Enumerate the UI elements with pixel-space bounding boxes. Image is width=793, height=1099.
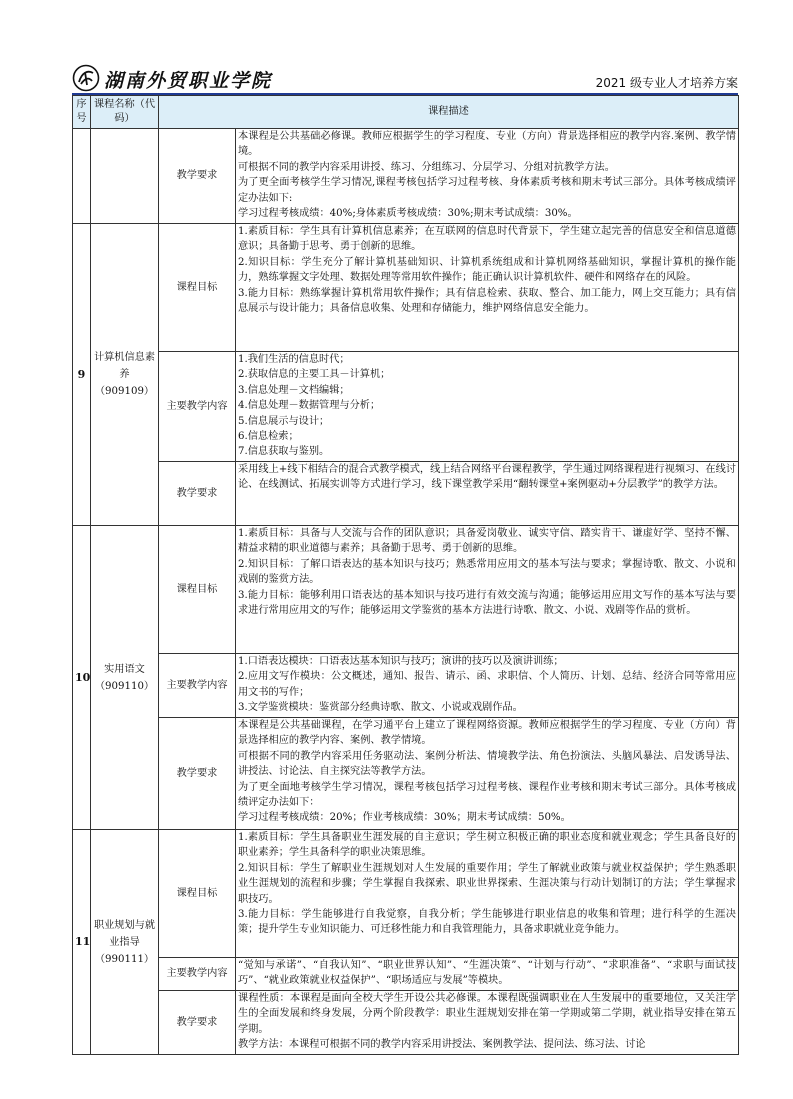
course-code: （909109） [94, 386, 155, 397]
section-content [236, 352, 739, 462]
row-number: 9 [73, 224, 91, 526]
course-name [91, 129, 159, 224]
text-line: 1.素质目标：具备与人交流与合作的团队意识；具备爱岗敬业、诚实守信、踏实肯干、谦虚好学、坚持不懈、精益求精的职业道德与素养；具备勤于思考、勇于创新的思维。 [238, 528, 736, 555]
text-line: 2.知识目标：了解口语表达的基本知识与技巧；熟悉常用应用文的基本写法与要求；掌握诗歌、散文、小说和戏剧的鉴赏方法。 [238, 558, 736, 586]
section-label: 教学要求 [159, 718, 236, 830]
text-line: 可根据不同的教学内容采用讲授、练习、分组练习、分层学习、分组对抗教学方法。 [238, 161, 615, 173]
plan-title: 2021 级专业人才培养方案 [595, 76, 738, 90]
section-content [236, 718, 739, 830]
text-line: 7.信息获取与鉴别。 [238, 446, 330, 458]
course-table [72, 95, 739, 1055]
text-line: 3.信息处理－文档编辑； [238, 384, 350, 396]
text-line: 2.知识目标：学生充分了解计算机基础知识、计算机系统组成和计算机网络基础知识，掌握计算机的操作能力，熟练掌握文字处理、数据处理等常用软件操作；能正确认识计算机软件、硬件和网络存在的风险。 [238, 256, 736, 284]
text-line: 本课程是公共基础必修课。教师应根据学生的学习程度、专业（方向）背景选择相应的教学内容.案例、教学情境。 [238, 131, 736, 158]
text-line: 1.口语表达模块：口语表达基本知识与技巧；演讲的技巧以及演讲训练； [238, 656, 564, 667]
course-title: 实用语文 [104, 663, 145, 675]
row-number: 10 [73, 526, 91, 830]
school-logo-icon [72, 64, 100, 92]
row-number: 11 [73, 830, 91, 1055]
text-line: 5.信息展示与设计； [238, 415, 330, 427]
text-line: 2.应用文写作模块：公文概述，通知、报告、请示、函、求职信、个人简历、计划、总结、经济合同等常用应用文书的写作； [238, 671, 736, 698]
section-content [236, 462, 739, 526]
section-content [236, 129, 739, 224]
section-label: 教学要求 [159, 129, 236, 224]
text-line: 学习过程考核成绩：20%；作业考核成绩：30%；期末考试成绩：50%。 [238, 812, 571, 824]
text-line: 学习过程考核成绩：40%;身体素质考核成绩：30%;期末考试成绩：30%。 [238, 208, 578, 220]
course-name [91, 224, 159, 526]
text-line: 为了更全面地考核学生学习情况，课程考核包括学习过程考核、课程作业考核和期末考试三部分。具体考核成绩评定办法如下： [238, 781, 736, 809]
text-line: 2.获取信息的主要工具－计算机； [238, 369, 391, 381]
text-line: 1.素质目标：学生具有计算机信息素养；在互联网的信息时代背景下，学生建立起完善的信息安全和信息道德意识；具备勤于思考、勇于创新的思维。 [238, 226, 736, 253]
section-label: 教学要求 [159, 462, 236, 526]
table-row [73, 718, 739, 830]
table-row [73, 654, 739, 718]
text-line: 本课程是公共基础课程，在学习通平台上建立了课程网络资源。教师应根据学生的学习程度、专业（方向）背景选择相应的教学内容、案例、教学情境。 [238, 720, 736, 747]
text-line: 3.能力目标：能够利用口语表达的基本知识与技巧进行有效交流与沟通；能够运用应用文写作的基本写法与要求进行常用应用文的写作；能够运用文学鉴赏的基本方法进行诗歌、散文、小说、戏剧等作品的赏析。 [238, 589, 736, 617]
text-line: 可根据不同的教学内容采用任务驱动法、案例分析法、情境教学法、角色扮演法、头脑风暴法、启发诱导法、讲授法、讨论法、自主探究法等教学方法。 [238, 750, 736, 778]
section-content [236, 991, 739, 1055]
page-header [72, 64, 738, 94]
table-row [73, 526, 739, 654]
section-label: 主要教学内容 [159, 352, 236, 462]
section-label: 课程目标 [159, 224, 236, 352]
text-line: 课程性质：本课程是面向全校大学生开设公共必修课。本课程既强调职业在人生发展中的重要地位，又关注学生的全面发展和终身发展，分两个阶段教学：职业生涯规划安排在第一学期或第二学期，就业指导安排在第五学期。 [238, 993, 736, 1035]
course-code: （990111） [94, 953, 155, 965]
table-row [73, 830, 739, 958]
text-line: 为了更全面考核学生学习情况,课程考核包括学习过程考核、身体素质考核和期末考试三部分。具体考核成绩评定办法如下: [238, 177, 736, 204]
course-code: （909110） [94, 680, 155, 692]
row-number [73, 129, 91, 224]
section-content [236, 654, 739, 718]
text-line: 3.能力目标：学生能够进行自我觉察，自我分析；学生能够进行职业信息的收集和管理；进行科学的生涯决策；提升学生专业知识能力、可迁移性能力和自我管理能力，具备求职就业竞争能力。 [238, 909, 736, 936]
table-row [73, 129, 739, 224]
section-content [236, 958, 739, 991]
text-line: 3.能力目标：熟练掌握计算机常用软件操作；具有信息检索、获取、整合、加工能力，网上交互能力；具有信息展示与设计能力；具备信息收集、处理和存储能力，维护网络信息安全能力。 [238, 287, 736, 315]
text-line: 教学方法：本课程可根据不同的教学内容采用讲授法、案例教学法、提问法、练习法、讨论 [238, 1039, 646, 1051]
table-row [73, 224, 739, 352]
text-line: 2.知识目标：学生了解职业生涯规划对人生发展的重要作用；学生了解就业政策与就业权益保护；学生熟悉职业生涯规划的流程和步骤；学生掌握自我探索、职业世界探索、生涯决策与行动计划制订的方法；学生掌握求职技巧。 [238, 862, 736, 905]
text-line: 1.素质目标：学生具备职业生涯发展的自主意识；学生树立积极正确的职业态度和就业观念；学生具备良好的职业素养；学生具备科学的职业决策思维。 [238, 832, 736, 859]
col-header-desc: 课程描述 [159, 96, 739, 129]
section-label: 课程目标 [159, 830, 236, 958]
school-name: 湖南外贸职业学院 [104, 70, 273, 92]
text-line: 4.信息处理－数据管理与分析； [238, 400, 381, 412]
text-line: 3.文学鉴赏模块：鉴赏部分经典诗歌、散文、小说或戏剧作品。 [238, 702, 523, 714]
section-label: 课程目标 [159, 526, 236, 654]
section-content [236, 830, 739, 958]
col-header-name: 课程名称（代码） [91, 96, 159, 129]
section-content [236, 526, 739, 654]
col-header-no: 序号 [73, 96, 91, 129]
text-line: “觉知与承诺”、“自我认知”、“职业世界认知”、“生涯决策”、“计划与行动”、“求职准备”、“求职与面试技巧”、“就业政策就业权益保护”、“职场适应与发展”等模块。 [238, 960, 736, 987]
table-row [73, 462, 739, 526]
table-row [73, 352, 739, 462]
text-line: 6.信息检索； [238, 431, 299, 443]
table-row [73, 958, 739, 991]
section-label: 主要教学内容 [159, 654, 236, 718]
table-row [73, 991, 739, 1055]
section-content [236, 224, 739, 352]
table-header-row [73, 96, 739, 129]
section-label: 主要教学内容 [159, 958, 236, 991]
section-label: 教学要求 [159, 991, 236, 1055]
text-line: 1.我们生活的信息时代； [238, 354, 350, 365]
course-title: 职业规划与就业指导 [93, 919, 156, 948]
text-line: 采用线上+线下相结合的混合式教学模式，线上结合网络平台课程教学，学生通过网络课程进行视频习、在线讨论、在线测试、拓展实训等方式进行学习，线下课堂教学采用“翻转课堂+案例驱动+分层教学”的教学方法。 [238, 464, 736, 491]
course-name [91, 526, 159, 830]
course-title: 计算机信息素养 [93, 352, 156, 380]
course-name [91, 830, 159, 1055]
